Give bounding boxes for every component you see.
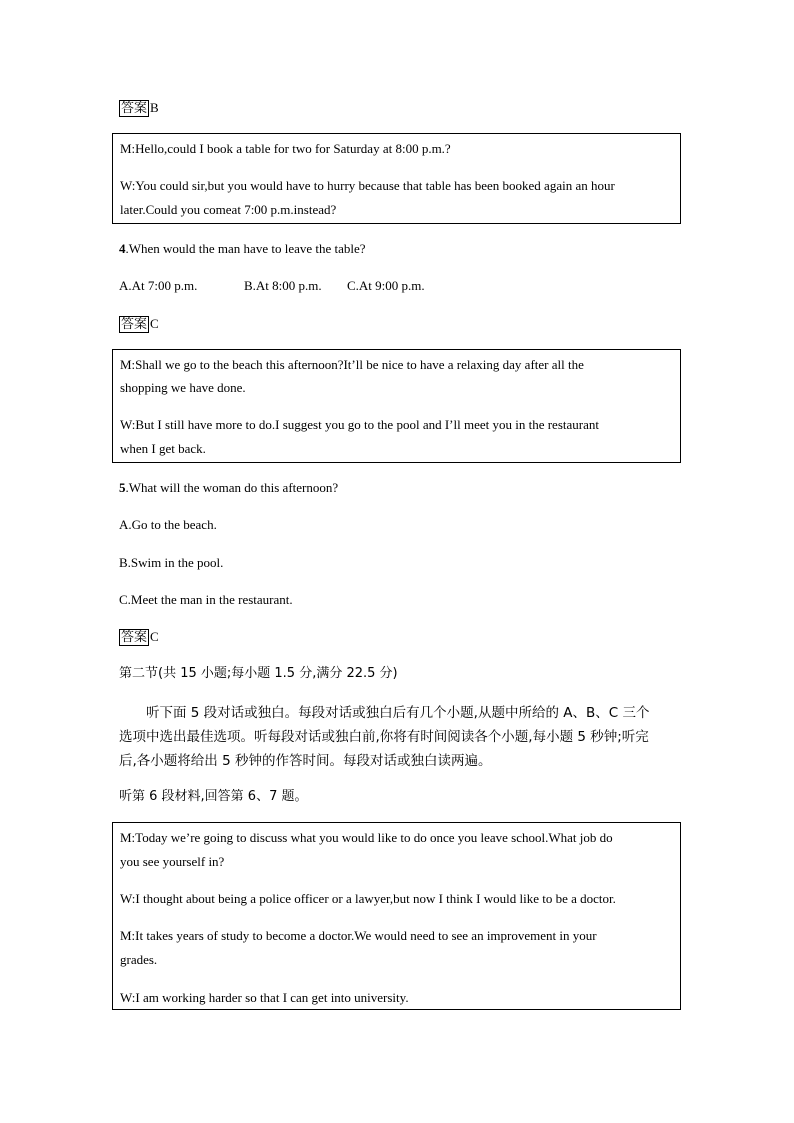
dialog-line: W:But I still have more to do.I suggest you go to the pool and I’ll meet you in the restaurant	[120, 417, 599, 432]
dialog-line: grades.	[120, 952, 158, 967]
answer-value: C	[150, 629, 159, 644]
question-text: .What will the woman do this afternoon?	[125, 480, 339, 495]
answer-label: 答案	[121, 317, 148, 332]
dialog-line: M:Hello,could I book a table for two for Saturday at 8:00 p.m.?	[120, 141, 451, 156]
dialog-line: M:Shall we go to the beach this afternoon?It’ll be nice to have a relaxing day after all the	[120, 357, 584, 372]
answer-label: 答案	[121, 630, 148, 645]
dialog-box-4	[112, 133, 681, 224]
answer-value: B	[150, 100, 159, 115]
option-b: B.Swim in the pool.	[119, 555, 224, 570]
answer-row-4	[119, 315, 159, 333]
dialog-line: W:I thought about being a police officer or a lawyer,but now I think I would like to be a doctor.	[120, 891, 616, 906]
instruction-line: 听下面 5 段对话或独白。每段对话或独白后有几个小题,从题中所给的 A、B、C 三个	[146, 705, 650, 721]
dialog-line: you see yourself in?	[120, 854, 225, 869]
answer-label: 答案	[121, 101, 148, 116]
question-4	[119, 240, 366, 258]
section-instructions	[119, 701, 671, 773]
dialog-line: when I get back.	[120, 441, 206, 456]
option-a: A.At 7:00 p.m.	[119, 278, 198, 293]
instruction-line: 选项中选出最佳选项。听每段对话或独白前,你将有时间阅读各个小题,每小题 5 秒钟;听完	[119, 729, 649, 745]
question-number: 4	[119, 241, 126, 256]
option-a: A.Go to the beach.	[119, 517, 217, 532]
instruction-line: 后,各小题将给出 5 秒钟的作答时间。每段对话或独白读两遍。	[119, 753, 492, 769]
dialog-line: later.Could you comeat 7:00 p.m.instead?	[120, 202, 337, 217]
question-5	[119, 479, 338, 497]
material-heading: 听第 6 段材料,回答第 6、7 题。	[119, 789, 308, 804]
dialog-line: shopping we have done.	[120, 380, 246, 395]
option-c: C.Meet the man in the restaurant.	[119, 592, 293, 607]
question-number: 5	[119, 480, 126, 495]
answer-row-3	[119, 99, 159, 117]
option-b: B.At 8:00 p.m.	[244, 278, 322, 293]
dialog-line: M:It takes years of study to become a doctor.We would need to see an improvement in your	[120, 928, 597, 943]
question-text: .When would the man have to leave the table?	[125, 241, 366, 256]
dialog-line: W:I am working harder so that I can get into university.	[120, 990, 409, 1005]
dialog-box-5	[112, 349, 681, 463]
answer-row-5	[119, 628, 159, 646]
option-c: C.At 9:00 p.m.	[347, 278, 425, 293]
dialog-line: M:Today we’re going to discuss what you would like to do once you leave school.What job do	[120, 830, 613, 845]
dialog-box-6	[112, 822, 681, 1010]
section-heading: 第二节(共 15 小题;每小题 1.5 分,满分 22.5 分)	[119, 666, 398, 681]
answer-value: C	[150, 316, 159, 331]
dialog-line: W:You could sir,but you would have to hurry because that table has been booked again an hour	[120, 178, 615, 193]
